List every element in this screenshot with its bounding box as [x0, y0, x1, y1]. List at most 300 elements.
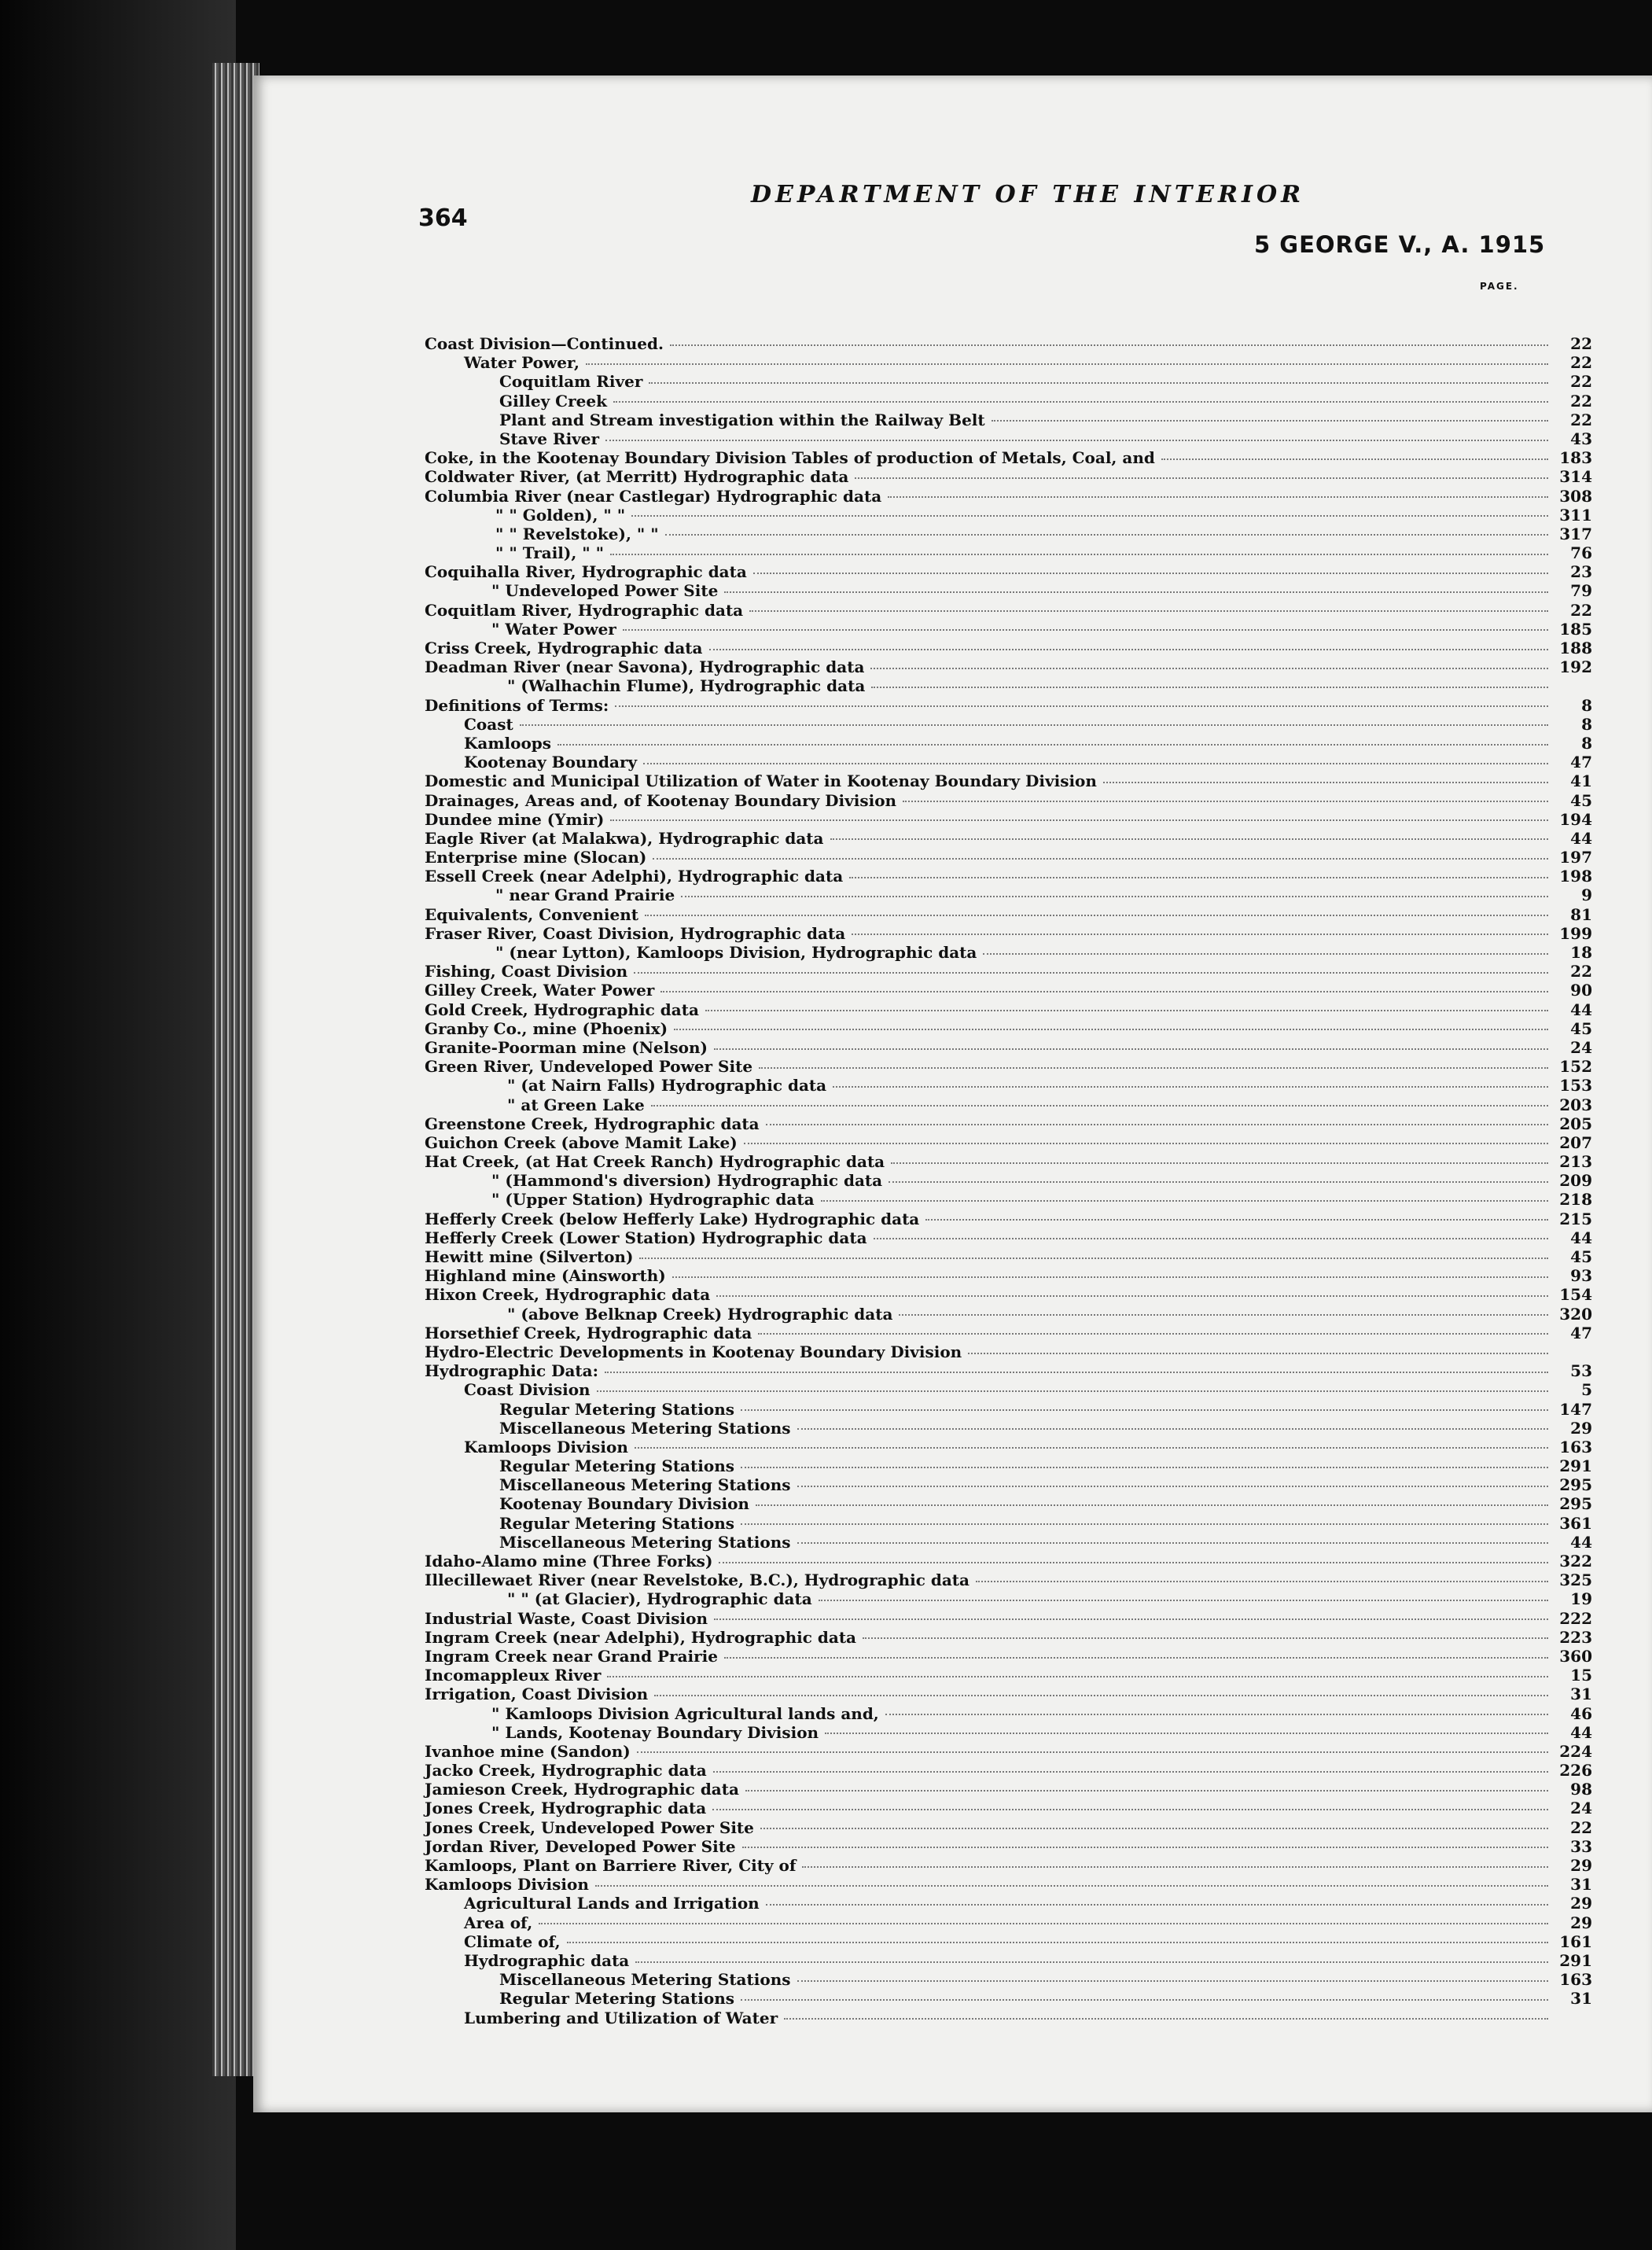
index-entry: [425, 1875, 1592, 1894]
running-head: DEPARTMENT OF THE INTERIOR: [751, 181, 1305, 208]
index-entry: [425, 657, 1592, 676]
index-entry-text: Regular Metering Stations: [499, 1989, 734, 2009]
index-entry-text: Ingram Creek near Grand Prairie: [425, 1646, 719, 1666]
index-entry-text: Climate of,: [464, 1931, 561, 1951]
session-label: 5 GEORGE V., A. 1915: [1254, 231, 1546, 258]
index-entry-text: Domestic and Municipal Utilization of Water in Kootenay Boundary Division: [425, 771, 1097, 791]
index-entry: [425, 1475, 1592, 1494]
index-entry-page: 194: [1559, 809, 1592, 829]
index-entry-text: Incomappleux River: [425, 1666, 602, 1685]
dot-leader: [797, 1978, 1549, 1982]
index-entry: [425, 2009, 1592, 2027]
index-entry-page: 29: [1570, 1913, 1592, 1932]
index-entry-page: 47: [1570, 1323, 1592, 1342]
dot-leader: [610, 551, 1548, 555]
dot-leader: [992, 418, 1548, 422]
index-entry-page: 29: [1570, 1856, 1592, 1875]
index-entry: [425, 334, 1592, 353]
dot-leader: [741, 1464, 1548, 1468]
index-entry-text: Miscellaneous Metering Stations: [499, 1475, 791, 1495]
dot-leader: [623, 627, 1548, 631]
index-entry-text: Hydro-Electric Developments in Kootenay Boundary Division: [425, 1342, 962, 1361]
index-entry-page: 188: [1559, 639, 1592, 657]
index-entry-text: Plant and Stream investigation within the Railway Belt: [499, 410, 985, 429]
index-entry-text: Lumbering and Utilization of Water: [464, 2008, 778, 2027]
index-entry: [425, 1989, 1592, 2008]
index-entry: [425, 372, 1592, 391]
index-entry: [425, 1400, 1592, 1419]
index-entry-text: Granite-Poorman mine (Nelson): [425, 1037, 708, 1057]
index-entry: [425, 1076, 1592, 1095]
index-entry: [425, 392, 1592, 411]
index-entry: [425, 467, 1592, 486]
index-entry-text: " Kamloops Division Agricultural lands and,: [491, 1703, 879, 1723]
index-entry-page: 295: [1559, 1475, 1592, 1495]
dot-leader: [819, 1597, 1548, 1601]
dot-leader: [870, 665, 1548, 669]
dot-leader: [660, 989, 1548, 992]
dot-leader: [610, 817, 1548, 821]
index-entry-text: Hefferly Creek (Lower Station) Hydrographic data: [425, 1228, 867, 1247]
index-entry-text: Horsethief Creek, Hydrographic data: [425, 1323, 752, 1342]
index-entry: [425, 1266, 1592, 1285]
index-entry-text: Coast Division—Continued.: [425, 334, 664, 353]
dot-leader: [891, 1160, 1548, 1164]
dot-leader: [714, 1046, 1548, 1050]
dot-leader: [714, 1616, 1548, 1620]
dot-leader: [888, 494, 1548, 498]
index-entry-text: " (near Lytton), Kamloops Division, Hydrographic data: [495, 943, 977, 962]
dot-leader: [968, 1350, 1548, 1354]
index-entry-page: 320: [1559, 1304, 1592, 1324]
page-number: 364: [418, 204, 468, 232]
index-entry-page: 8: [1581, 695, 1592, 715]
index-entry-page: 29: [1570, 1894, 1592, 1913]
index-entry-text: Miscellaneous Metering Stations: [499, 1418, 791, 1438]
dot-leader: [709, 646, 1549, 650]
index-entry-page: 163: [1559, 1970, 1592, 1990]
index-entry: [425, 411, 1592, 429]
index-entry-text: " near Grand Prairie: [495, 886, 675, 905]
index-entry-page: 203: [1559, 1095, 1592, 1114]
index-entry: [425, 448, 1592, 467]
index-entry: [425, 1571, 1592, 1589]
index-entry: [425, 1647, 1592, 1666]
index-entry: [425, 1761, 1592, 1780]
dot-leader: [899, 1312, 1548, 1316]
dot-leader: [758, 1331, 1548, 1335]
dot-leader: [597, 1388, 1548, 1392]
index-entry-page: 33: [1570, 1836, 1592, 1856]
index-entry-page: 224: [1559, 1741, 1592, 1761]
index-entry: [425, 1456, 1592, 1475]
index-entry: [425, 1780, 1592, 1799]
index-entry-page: 47: [1570, 753, 1592, 772]
index-entry-text: Hydrographic Data:: [425, 1361, 599, 1381]
index-entry: [425, 1818, 1592, 1837]
index-entry-text: Regular Metering Stations: [499, 1399, 734, 1419]
index-entry: [425, 1210, 1592, 1228]
index-entry: [425, 924, 1592, 943]
index-entry-text: Kamloops, Plant on Barriere River, City of: [425, 1856, 797, 1875]
index-entry-page: 361: [1559, 1513, 1592, 1533]
index-entry: [425, 1000, 1592, 1019]
index-entry-text: Kootenay Boundary: [464, 753, 638, 772]
index-entry-text: Coast: [464, 714, 513, 734]
dot-leader: [849, 875, 1548, 878]
index-entry: [425, 1932, 1592, 1951]
index-entry-page: 24: [1570, 1799, 1592, 1818]
index-entry: [425, 886, 1592, 904]
index-entry-page: 44: [1570, 1722, 1592, 1742]
index-entry-page: 31: [1570, 1989, 1592, 2009]
index-entry: [425, 734, 1592, 753]
index-entry: [425, 1913, 1592, 1932]
index-entry-page: 22: [1570, 334, 1592, 353]
index-entry-page: 291: [1559, 1456, 1592, 1476]
index-entry-text: Coast Division: [464, 1380, 591, 1400]
dot-leader: [871, 684, 1548, 688]
index-entry: [425, 1019, 1592, 1038]
dot-leader: [983, 951, 1548, 955]
dot-leader: [670, 342, 1548, 346]
index-entry: [425, 753, 1592, 771]
index-entry-text: Coldwater River, (at Merritt) Hydrographic data: [425, 467, 849, 487]
index-entry-page: 8: [1581, 733, 1592, 753]
dot-leader: [724, 589, 1548, 593]
index-entry: [425, 1685, 1592, 1703]
dot-leader: [756, 1502, 1548, 1506]
index-entry: [425, 1723, 1592, 1742]
dot-leader: [637, 1749, 1548, 1753]
index-entry-page: 43: [1570, 429, 1592, 448]
index-entry-text: Jamieson Creek, Hydrographic data: [425, 1780, 739, 1799]
index-entry-page: 295: [1559, 1494, 1592, 1514]
index-entry-text: Hewitt mine (Silverton): [425, 1247, 634, 1266]
index-entry-text: Industrial Waste, Coast Division: [425, 1608, 708, 1628]
dot-leader: [852, 931, 1548, 935]
index-entry: [425, 1419, 1592, 1438]
index-entry-text: Gilley Creek, Water Power: [425, 981, 655, 1000]
index-entry: [425, 1704, 1592, 1723]
dot-leader: [925, 1217, 1548, 1221]
index-entry-text: Hydrographic data: [464, 1950, 630, 1970]
index-entry: [425, 1514, 1592, 1533]
index-entry-page: 8: [1581, 714, 1592, 734]
index-entry: [425, 601, 1592, 620]
dot-leader: [784, 2016, 1548, 2020]
index-entry-page: 226: [1559, 1761, 1592, 1780]
index-entry-page: 198: [1559, 867, 1592, 886]
index-entry: [425, 1342, 1592, 1361]
index-entry-text: Greenstone Creek, Hydrographic data: [425, 1114, 760, 1133]
index-entry-text: Hat Creek, (at Hat Creek Ranch) Hydrographic data: [425, 1152, 885, 1172]
index-entry-text: " Water Power: [491, 619, 616, 639]
index-entry: [425, 810, 1592, 829]
index-entry-page: 93: [1570, 1266, 1592, 1286]
index-entry-page: 207: [1559, 1132, 1592, 1152]
index-entry-text: Agricultural Lands and Irrigation: [464, 1894, 760, 1913]
index-entry-page: 31: [1570, 1685, 1592, 1704]
index-entry-page: 163: [1559, 1437, 1592, 1456]
index-entry-page: 209: [1559, 1171, 1592, 1191]
index-entry-page: 154: [1559, 1285, 1592, 1305]
index-entry-page: 29: [1570, 1418, 1592, 1438]
index-entry-page: 197: [1559, 848, 1592, 867]
index-entry-text: Fishing, Coast Division: [425, 962, 628, 981]
index-entry-text: Regular Metering Stations: [499, 1513, 734, 1533]
page-column-label: PAGE.: [1480, 281, 1519, 292]
index-entry-page: 5: [1581, 1380, 1592, 1400]
index-entry: [425, 1742, 1592, 1761]
dot-leader: [705, 1007, 1548, 1011]
dot-leader: [712, 1806, 1548, 1810]
index-entry: [425, 1285, 1592, 1304]
index-entry-page: 15: [1570, 1666, 1592, 1685]
index-entry-page: 76: [1570, 543, 1592, 563]
index-entry: [425, 429, 1592, 448]
dot-leader: [825, 1730, 1548, 1734]
index-entry-text: Miscellaneous Metering Stations: [499, 1532, 791, 1552]
index-entry-page: 98: [1570, 1780, 1592, 1799]
index-entry-page: 161: [1559, 1931, 1592, 1951]
index-entry-page: 308: [1559, 486, 1592, 506]
index-entry-text: " " Golden), " ": [495, 505, 626, 525]
index-entry: [425, 943, 1592, 962]
index-entry-text: Illecillewaet River (near Revelstoke, B.C.), Hydrographic data: [425, 1571, 970, 1590]
dot-leader: [759, 1065, 1548, 1069]
dot-leader: [1161, 456, 1548, 460]
index-entry: [425, 543, 1592, 562]
dot-leader: [753, 570, 1548, 574]
index-entry: [425, 905, 1592, 924]
index-entry-text: Columbia River (near Castlegar) Hydrographic data: [425, 486, 882, 506]
index-entry: [425, 791, 1592, 810]
index-entry-page: 22: [1570, 600, 1592, 620]
index-entry: [425, 1837, 1592, 1856]
index-entry: [425, 715, 1592, 734]
index-entry-page: 218: [1559, 1190, 1592, 1210]
index-entry-page: 317: [1559, 524, 1592, 543]
index-entry: [425, 1324, 1592, 1342]
index-entry-page: 192: [1559, 657, 1592, 677]
index-entry-text: Highland mine (Ainsworth): [425, 1266, 666, 1286]
index-entry: [425, 1856, 1592, 1875]
dot-leader: [976, 1578, 1548, 1582]
index-entry-text: Kootenay Boundary Division: [499, 1494, 749, 1514]
index-entry-text: " at Green Lake: [507, 1095, 645, 1114]
dot-leader: [631, 513, 1548, 517]
index-entry-page: 22: [1570, 1817, 1592, 1837]
index-entry-page: 147: [1559, 1399, 1592, 1419]
dot-leader: [672, 1274, 1548, 1278]
index-entry-page: 44: [1570, 1228, 1592, 1247]
index-entry-text: " Lands, Kootenay Boundary Division: [491, 1722, 819, 1742]
index-entry: [425, 1628, 1592, 1647]
index-entry: [425, 1609, 1592, 1628]
dot-leader: [635, 1959, 1548, 1963]
index-entry-text: " " Trail), " ": [495, 543, 605, 563]
index-entry-text: Gilley Creek: [499, 391, 607, 411]
index-entry-text: " (Hammond's diversion) Hydrographic data: [491, 1171, 883, 1191]
index-entry-page: 213: [1559, 1152, 1592, 1172]
index-entry-text: " " (at Glacier), Hydrographic data: [507, 1589, 812, 1609]
index-entry-text: Granby Co., mine (Phoenix): [425, 1018, 668, 1038]
dot-leader: [654, 1692, 1548, 1696]
index-entry-text: Coke, in the Kootenay Boundary Division Tables of production of Metals, Coal, and: [425, 448, 1155, 468]
index-entry-page: 45: [1570, 1247, 1592, 1266]
index-entry-page: 45: [1570, 790, 1592, 810]
index-entry-text: Jones Creek, Undeveloped Power Site: [425, 1817, 754, 1837]
index-entry: [425, 696, 1592, 715]
index-entry-text: Gold Creek, Hydrographic data: [425, 1000, 699, 1019]
index-entry-page: 223: [1559, 1627, 1592, 1647]
index-entry: [425, 1666, 1592, 1685]
dot-leader: [855, 475, 1548, 479]
index-entry-text: Coquitlam River, Hydrographic data: [425, 600, 744, 620]
index-entry-text: Stave River: [499, 429, 600, 448]
dot-leader: [797, 1540, 1549, 1544]
index-entry: [425, 867, 1592, 886]
dot-leader: [539, 1920, 1548, 1924]
index-entry: [425, 829, 1592, 848]
dot-leader: [797, 1426, 1549, 1430]
index-entry-page: 215: [1559, 1209, 1592, 1228]
index-entry: [425, 506, 1592, 525]
dot-leader: [1103, 779, 1548, 783]
dot-leader: [863, 1635, 1548, 1639]
index-entry: [425, 1114, 1592, 1133]
index-entry-page: 44: [1570, 1000, 1592, 1019]
dot-leader: [639, 1255, 1548, 1259]
index-entry: [425, 562, 1592, 581]
index-entry-page: 19: [1570, 1589, 1592, 1609]
index-entry-text: " (Walhachin Flume), Hydrographic data: [507, 676, 866, 696]
index-entry-text: Regular Metering Stations: [499, 1456, 734, 1476]
dot-leader: [903, 798, 1548, 802]
index-entry: [425, 1096, 1592, 1114]
index-entry-text: Equivalents, Convenient: [425, 904, 639, 924]
index-entry-text: Hixon Creek, Hydrographic data: [425, 1285, 711, 1305]
index-entry: [425, 639, 1592, 657]
index-entry: [425, 1171, 1592, 1190]
dot-leader: [651, 1103, 1548, 1107]
index-entry-text: Hefferly Creek (below Hefferly Lake) Hydrographic data: [425, 1209, 920, 1228]
index-list: [425, 334, 1592, 2027]
dot-leader: [713, 1769, 1548, 1773]
dot-leader: [605, 1369, 1548, 1373]
index-entry-text: " (Upper Station) Hydrographic data: [491, 1190, 815, 1210]
index-entry: [425, 1133, 1592, 1152]
dot-leader: [557, 742, 1548, 746]
index-entry-page: 222: [1559, 1608, 1592, 1628]
dot-leader: [649, 380, 1548, 384]
index-entry: [425, 353, 1592, 372]
index-entry-text: Kamloops: [464, 733, 552, 753]
index-entry-page: 23: [1570, 562, 1592, 582]
dot-leader: [742, 1844, 1548, 1848]
dot-leader: [716, 1293, 1548, 1297]
index-entry: [425, 981, 1592, 1000]
dot-leader: [741, 1521, 1548, 1525]
index-entry: [425, 848, 1592, 867]
dot-leader: [724, 1655, 1548, 1659]
dot-leader: [681, 893, 1548, 897]
index-entry: [425, 1552, 1592, 1571]
index-entry: [425, 1533, 1592, 1552]
index-entry-page: 325: [1559, 1571, 1592, 1590]
index-entry-text: Ivanhoe mine (Sandon): [425, 1741, 631, 1761]
dot-leader: [613, 399, 1548, 403]
dot-leader: [833, 1084, 1548, 1088]
index-entry-text: Jacko Creek, Hydrographic data: [425, 1761, 707, 1780]
index-entry-text: Idaho-Alamo mine (Three Forks): [425, 1552, 713, 1571]
dot-leader: [665, 532, 1548, 536]
index-entry: [425, 1152, 1592, 1171]
index-entry-text: " (at Nairn Falls) Hydrographic data: [507, 1076, 827, 1096]
index-entry: [425, 1190, 1592, 1209]
dot-leader: [874, 1235, 1548, 1239]
index-entry-text: Jordan River, Developed Power Site: [425, 1836, 736, 1856]
index-entry-page: 311: [1559, 505, 1592, 525]
index-entry: [425, 1970, 1592, 1989]
index-entry-page: 183: [1559, 448, 1592, 468]
dot-leader: [607, 1674, 1548, 1677]
index-entry-page: 199: [1559, 923, 1592, 943]
index-entry: [425, 1951, 1592, 1970]
index-entry-page: 22: [1570, 372, 1592, 392]
index-entry-page: 45: [1570, 1018, 1592, 1038]
index-entry: [425, 1799, 1592, 1817]
dot-leader: [821, 1198, 1548, 1202]
index-entry-text: Ingram Creek (near Adelphi), Hydrographic data: [425, 1627, 857, 1647]
index-entry-text: Coquihalla River, Hydrographic data: [425, 562, 747, 582]
index-entry-page: 18: [1570, 943, 1592, 962]
index-entry-text: Area of,: [464, 1913, 533, 1932]
dot-leader: [744, 1140, 1548, 1144]
index-entry: [425, 1247, 1592, 1266]
index-entry-page: 360: [1559, 1646, 1592, 1666]
index-entry-page: 53: [1570, 1361, 1592, 1381]
dot-leader: [745, 1788, 1548, 1792]
index-entry-text: " " Revelstoke), " ": [495, 524, 659, 543]
dot-leader: [634, 970, 1548, 974]
index-entry: [425, 676, 1592, 695]
index-entry: [425, 1380, 1592, 1399]
dot-leader: [760, 1825, 1548, 1829]
dot-leader: [766, 1121, 1548, 1125]
index-entry-page: 24: [1570, 1037, 1592, 1057]
dot-leader: [802, 1864, 1548, 1868]
index-entry: [425, 1894, 1592, 1913]
index-entry: [425, 1038, 1592, 1057]
index-entry-text: Eagle River (at Malakwa), Hydrographic data: [425, 828, 824, 848]
dot-leader: [653, 856, 1548, 860]
index-entry: [425, 962, 1592, 981]
index-entry-page: 81: [1570, 904, 1592, 924]
index-entry-page: 44: [1570, 828, 1592, 848]
index-entry-text: Water Power,: [464, 353, 579, 373]
index-entry: [425, 1438, 1592, 1456]
index-entry-text: Kamloops Division: [425, 1875, 589, 1895]
dot-leader: [741, 1997, 1548, 2001]
dot-leader: [645, 912, 1548, 916]
index-entry-page: 314: [1559, 467, 1592, 487]
film-border: [0, 0, 236, 2250]
index-entry-page: 31: [1570, 1875, 1592, 1895]
index-entry-page: 205: [1559, 1114, 1592, 1133]
index-entry: [425, 620, 1592, 639]
